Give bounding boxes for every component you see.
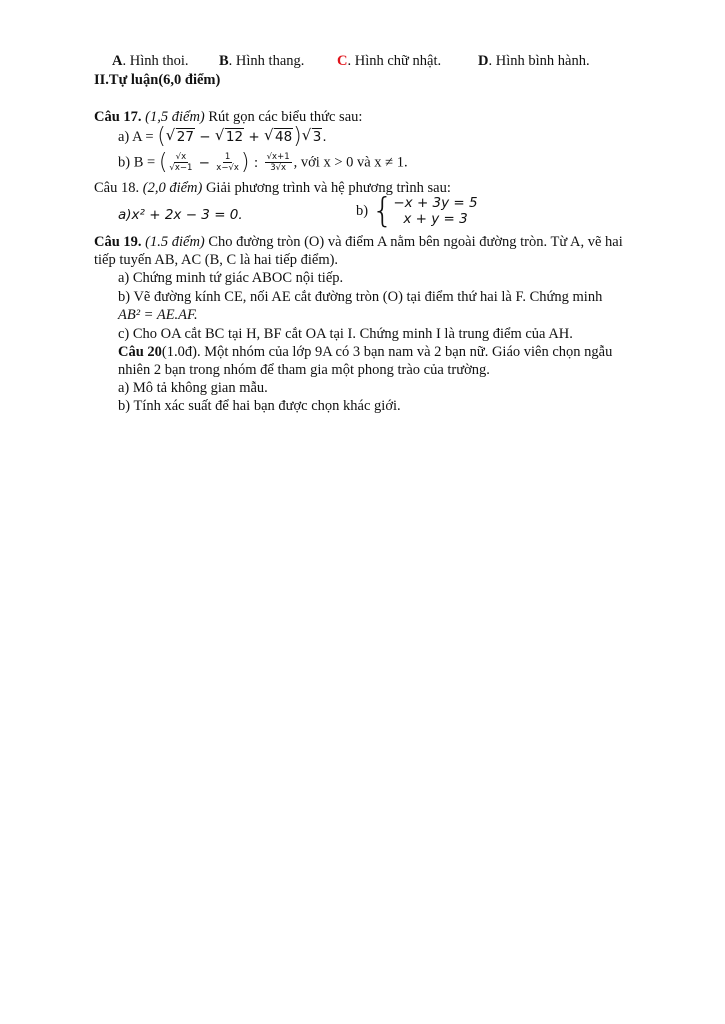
frac-1: $\frac{√x}{√x-1}$ xyxy=(169,152,193,173)
option-c-text: . Hình chữ nhật. xyxy=(347,53,442,69)
frac-2: $\frac{1}{x-√x}$ xyxy=(216,152,239,173)
option-c-letter: C xyxy=(337,53,348,69)
option-d-letter: D xyxy=(478,53,489,69)
q19-part-b-2: AB² = AE.AF. xyxy=(118,307,198,323)
q17-b-condition: , với x > 0 và x ≠ 1. xyxy=(293,154,408,171)
q17-b: b) B = ( $\frac{√x}{√x-1}$ − $\frac{1}{x-√x}$ ) : $\frac{√x+1}{3√x}$ , với x > 0 và x ≠ 1. xyxy=(118,149,408,175)
q18-points: (2,0 điểm) xyxy=(142,180,203,196)
frac-3: $\frac{√x+1}{3√x}$ xyxy=(266,152,290,173)
section-title: II.Tự luận(6,0 điểm) xyxy=(94,72,221,88)
q17-label: Câu 17. xyxy=(94,109,142,125)
option-b-text: . Hình thang. xyxy=(228,53,305,69)
option-c xyxy=(337,52,441,70)
sqrt-3: √ 3 xyxy=(302,128,323,146)
q19-line-1 xyxy=(94,233,623,251)
q18-text: Giải phương trình và hệ phương trình sau: xyxy=(202,180,451,196)
option-d xyxy=(478,52,590,70)
option-d-text: . Hình bình hành. xyxy=(488,53,590,69)
option-a-text: . Hình thoi. xyxy=(122,53,189,69)
option-a-letter: A xyxy=(112,53,123,69)
option-b xyxy=(219,52,304,70)
q17-points: (1,5 điểm) xyxy=(145,109,205,125)
q20-text-1: (1.0đ). Một nhóm của lớp 9A có 3 bạn nam và 2 bạn nữ. Giáo viên chọn ngẫu xyxy=(161,344,613,360)
q20-label: Câu 20 xyxy=(118,344,162,360)
q18-label: Câu 18. xyxy=(94,180,140,196)
system-brace-icon: { xyxy=(371,191,394,231)
q17-text: Rút gọn các biểu thức sau: xyxy=(204,109,363,125)
q17-heading xyxy=(94,108,362,126)
q18-a-equation: a)x² + 2x − 3 = 0. xyxy=(118,207,243,223)
q20-part-a: a) Mô tả không gian mẫu. xyxy=(118,380,268,396)
q18-b xyxy=(356,191,478,231)
equation-system xyxy=(393,195,477,227)
q19-text-1: Cho đường tròn (O) và điểm A nằm bên ngoài đường tròn. Từ A, vẽ hai xyxy=(204,234,623,250)
system-eq-2: x + y = 3 xyxy=(403,211,468,227)
q19-part-b-1: b) Vẽ đường kính CE, nối AE cắt đường tròn (O) tại điểm thứ hai là F. Chứng minh xyxy=(118,289,603,305)
q20-part-b: b) Tính xác suất để hai bạn được chọn khác giới. xyxy=(118,398,401,414)
q17-b-prefix: b) B = xyxy=(118,154,159,171)
q20-line-2: nhiên 2 bạn trong nhóm để tham gia một phong trào của trường. xyxy=(118,362,490,378)
q19-part-c: c) Cho OA cắt BC tại H, BF cắt OA tại I. Chứng minh I là trung điểm của AH. xyxy=(118,326,573,342)
option-b-letter: B xyxy=(219,53,229,69)
q17-a-prefix: a) A = xyxy=(118,129,158,145)
system-eq-1: −x + 3y = 5 xyxy=(393,195,478,211)
sqrt-48: √ 48 xyxy=(264,128,293,146)
sqrt-27: √ 27 xyxy=(166,128,195,146)
q18-b-prefix: b) xyxy=(356,203,369,219)
sqrt-12: √ 12 xyxy=(215,128,244,146)
q19-points: (1.5 điểm) xyxy=(145,234,205,250)
q19-part-a: a) Chứng minh tứ giác ABOC nội tiếp. xyxy=(118,270,344,286)
q20-line-1 xyxy=(118,343,612,361)
q19-line-2: tiếp tuyến AB, AC (B, C là hai tiếp điểm). xyxy=(94,252,339,268)
q17-a: a) A = (√ 27 − √ 12 + √ 48)√ 3. xyxy=(118,128,327,146)
q16-options xyxy=(112,52,189,70)
q19-label: Câu 19. xyxy=(94,234,142,250)
